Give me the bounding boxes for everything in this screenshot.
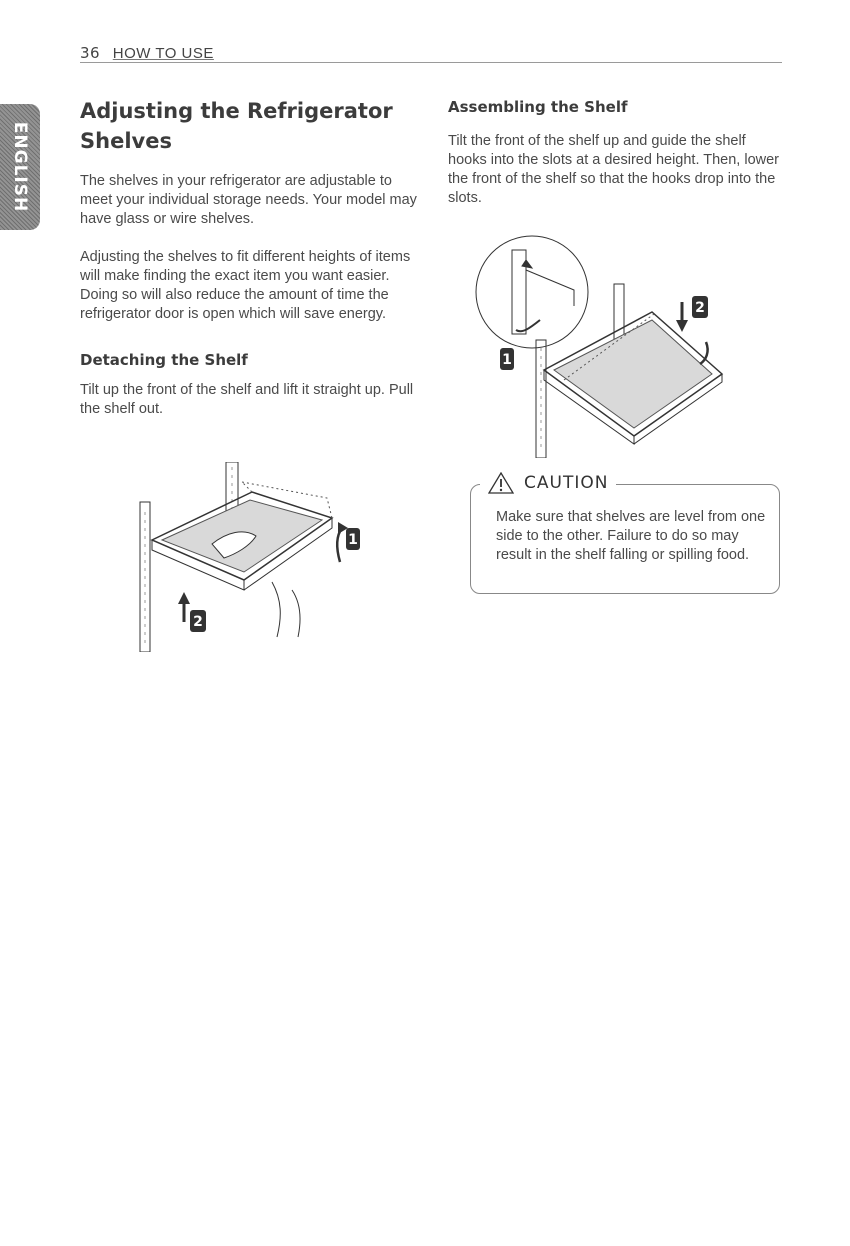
step-2-label: 2 (193, 614, 203, 630)
page-number: 36 (80, 44, 101, 62)
intro-paragraph: The shelves in your refrigerator are adjustable to meet your individual storage needs. Your model may have glass or wire shelves. (80, 173, 417, 227)
detach-shelf-illustration (132, 462, 392, 652)
benefit-paragraph: Adjusting the shelves to fit different heights of items will make finding the exact item you want easier. Doing so will also reduce the amount of time the refrigerator door is open which will save energy. (80, 249, 411, 322)
language-tab (0, 104, 40, 230)
assemble-heading: Assembling the Shelf (448, 98, 628, 116)
section-title: HOW TO USE (112, 45, 214, 62)
step-2-badge (692, 296, 708, 318)
assemble-shelf-illustration (474, 230, 736, 458)
assemble-text: Tilt the front of the shelf up and guide the shelf hooks into the slots at a desired height. Then, lower the front of the shelf so that the hooks drop into the slots. (448, 133, 780, 206)
language-label: ENGLISH (10, 121, 30, 213)
step-2-label: 2 (695, 300, 705, 316)
caution-box (470, 472, 780, 594)
step-1-label: 1 (348, 532, 358, 548)
caution-text: Make sure that shelves are level from one side to the other. Failure to do so may result in the shelf falling or spilling food. (496, 509, 766, 563)
caution-header (480, 472, 616, 494)
detach-heading: Detaching the Shelf (80, 351, 248, 369)
right-column (448, 96, 788, 208)
step-1-badge (500, 348, 514, 370)
left-column (80, 96, 420, 419)
step-1-badge (346, 528, 360, 550)
detach-text: Tilt up the front of the shelf and lift it straight up. Pull the shelf out. (80, 382, 414, 417)
page-header (80, 44, 782, 63)
detail-circle (476, 236, 588, 348)
caution-title: CAUTION (524, 473, 609, 493)
page-title: Adjusting the Refrigerator Shelves (80, 99, 393, 153)
step-1-label: 1 (502, 352, 512, 368)
step-2-badge (190, 610, 206, 632)
warning-triangle-icon (488, 472, 514, 494)
